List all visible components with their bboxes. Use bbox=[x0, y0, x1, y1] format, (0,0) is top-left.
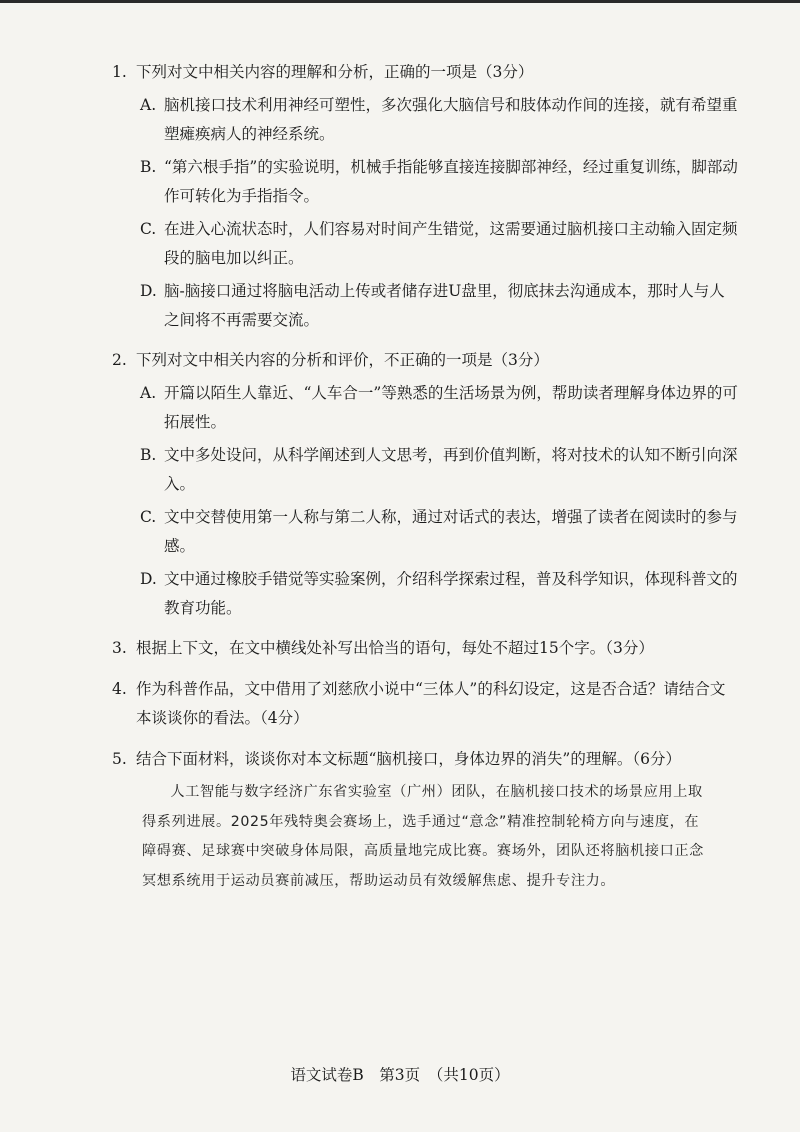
top-border-rule bbox=[0, 0, 800, 3]
question-4-number: 4. bbox=[112, 680, 127, 698]
question-2-stem bbox=[112, 346, 740, 375]
question-5-number: 5. bbox=[112, 750, 127, 768]
question-2-number: 2. bbox=[112, 351, 127, 369]
page-footer: 语文试卷B 第3页 （共10页） bbox=[290, 1066, 510, 1084]
option-text: 脑机接口技术利用神经可塑性，多次强化大脑信号和肢体动作间的连接，就有希望重塑瘫痪病人的神经系统。 bbox=[164, 96, 738, 143]
question-4-stem bbox=[112, 675, 740, 733]
question-4 bbox=[112, 675, 740, 733]
question-2-option-b bbox=[140, 441, 740, 499]
question-1-options bbox=[140, 91, 740, 335]
option-letter: D. bbox=[140, 570, 157, 588]
question-1-option-b bbox=[140, 153, 740, 211]
question-5 bbox=[112, 745, 740, 896]
option-text: 在进入心流状态时，人们容易对时间产生错觉，这需要通过脑机接口主动输入固定频段的脑电加以纠正。 bbox=[164, 220, 738, 267]
option-letter: C. bbox=[140, 220, 157, 238]
question-3-text: 根据上下文，在文中横线处补写出恰当的语句，每处不超过15个字。（3分） bbox=[136, 639, 654, 657]
question-1-option-a bbox=[140, 91, 740, 149]
option-text: 开篇以陌生人靠近、“人车合一”等熟悉的生活场景为例，帮助读者理解身体边界的可拓展性。 bbox=[164, 384, 738, 431]
option-text: 文中多处设问，从科学阐述到人文思考，再到价值判断，将对技术的认知不断引向深入。 bbox=[164, 446, 738, 493]
question-1 bbox=[112, 58, 740, 335]
option-text: “第六根手指”的实验说明，机械手指能够直接连接脚部神经，经过重复训练，脚部动作可转化为手指指令。 bbox=[164, 158, 738, 205]
question-3 bbox=[112, 634, 740, 663]
question-2-text: 下列对文中相关内容的分析和评价，不正确的一项是（3分） bbox=[136, 351, 549, 369]
question-5-material-passage: 人工智能与数字经济广东省实验室（广州）团队，在脑机接口技术的场景应用上取得系列进展。2025年残特奥会赛场上，选手通过“意念”精准控制轮椅方向与速度，在障碍赛、足球赛中突破身体局限，高质量地完成比赛。赛场外，团队还将脑机接口正念冥想系统用于运动员赛前减压，帮助运动员有效缓解焦虑、提升专注力。 bbox=[142, 784, 704, 889]
question-1-option-c bbox=[140, 215, 740, 273]
option-letter: B. bbox=[140, 446, 157, 464]
question-2-option-a bbox=[140, 379, 740, 437]
question-3-number: 3. bbox=[112, 639, 127, 657]
exam-page-content bbox=[0, 58, 800, 896]
question-1-stem bbox=[112, 58, 740, 87]
question-5-stem bbox=[112, 745, 740, 774]
option-letter: A. bbox=[140, 384, 157, 402]
option-letter: A. bbox=[140, 96, 157, 114]
question-1-text: 下列对文中相关内容的理解和分析，正确的一项是（3分） bbox=[136, 63, 534, 81]
option-letter: C. bbox=[140, 508, 157, 526]
question-2 bbox=[112, 346, 740, 623]
question-2-options bbox=[140, 379, 740, 623]
question-1-option-d bbox=[140, 277, 740, 335]
question-5-text: 结合下面材料，谈谈你对本文标题“脑机接口，身体边界的消失”的理解。（6分） bbox=[136, 750, 681, 768]
question-1-number: 1. bbox=[112, 63, 127, 81]
question-3-stem bbox=[112, 634, 740, 663]
option-letter: B. bbox=[140, 158, 157, 176]
question-4-text: 作为科普作品，文中借用了刘慈欣小说中“三体人”的科幻设定，这是否合适？请结合文本谈谈你的看法。（4分） bbox=[136, 680, 726, 727]
option-text: 脑-脑接口通过将脑电活动上传或者储存进U盘里，彻底抹去沟通成本，那时人与人之间将不再需要交流。 bbox=[164, 282, 725, 329]
question-2-option-c bbox=[140, 503, 740, 561]
question-2-option-d bbox=[140, 565, 740, 623]
option-text: 文中交替使用第一人称与第二人称，通过对话式的表达，增强了读者在阅读时的参与感。 bbox=[164, 508, 738, 555]
option-letter: D. bbox=[140, 282, 157, 300]
option-text: 文中通过橡胶手错觉等实验案例，介绍科学探索过程，普及科学知识，体现科普文的教育功能。 bbox=[164, 570, 738, 617]
